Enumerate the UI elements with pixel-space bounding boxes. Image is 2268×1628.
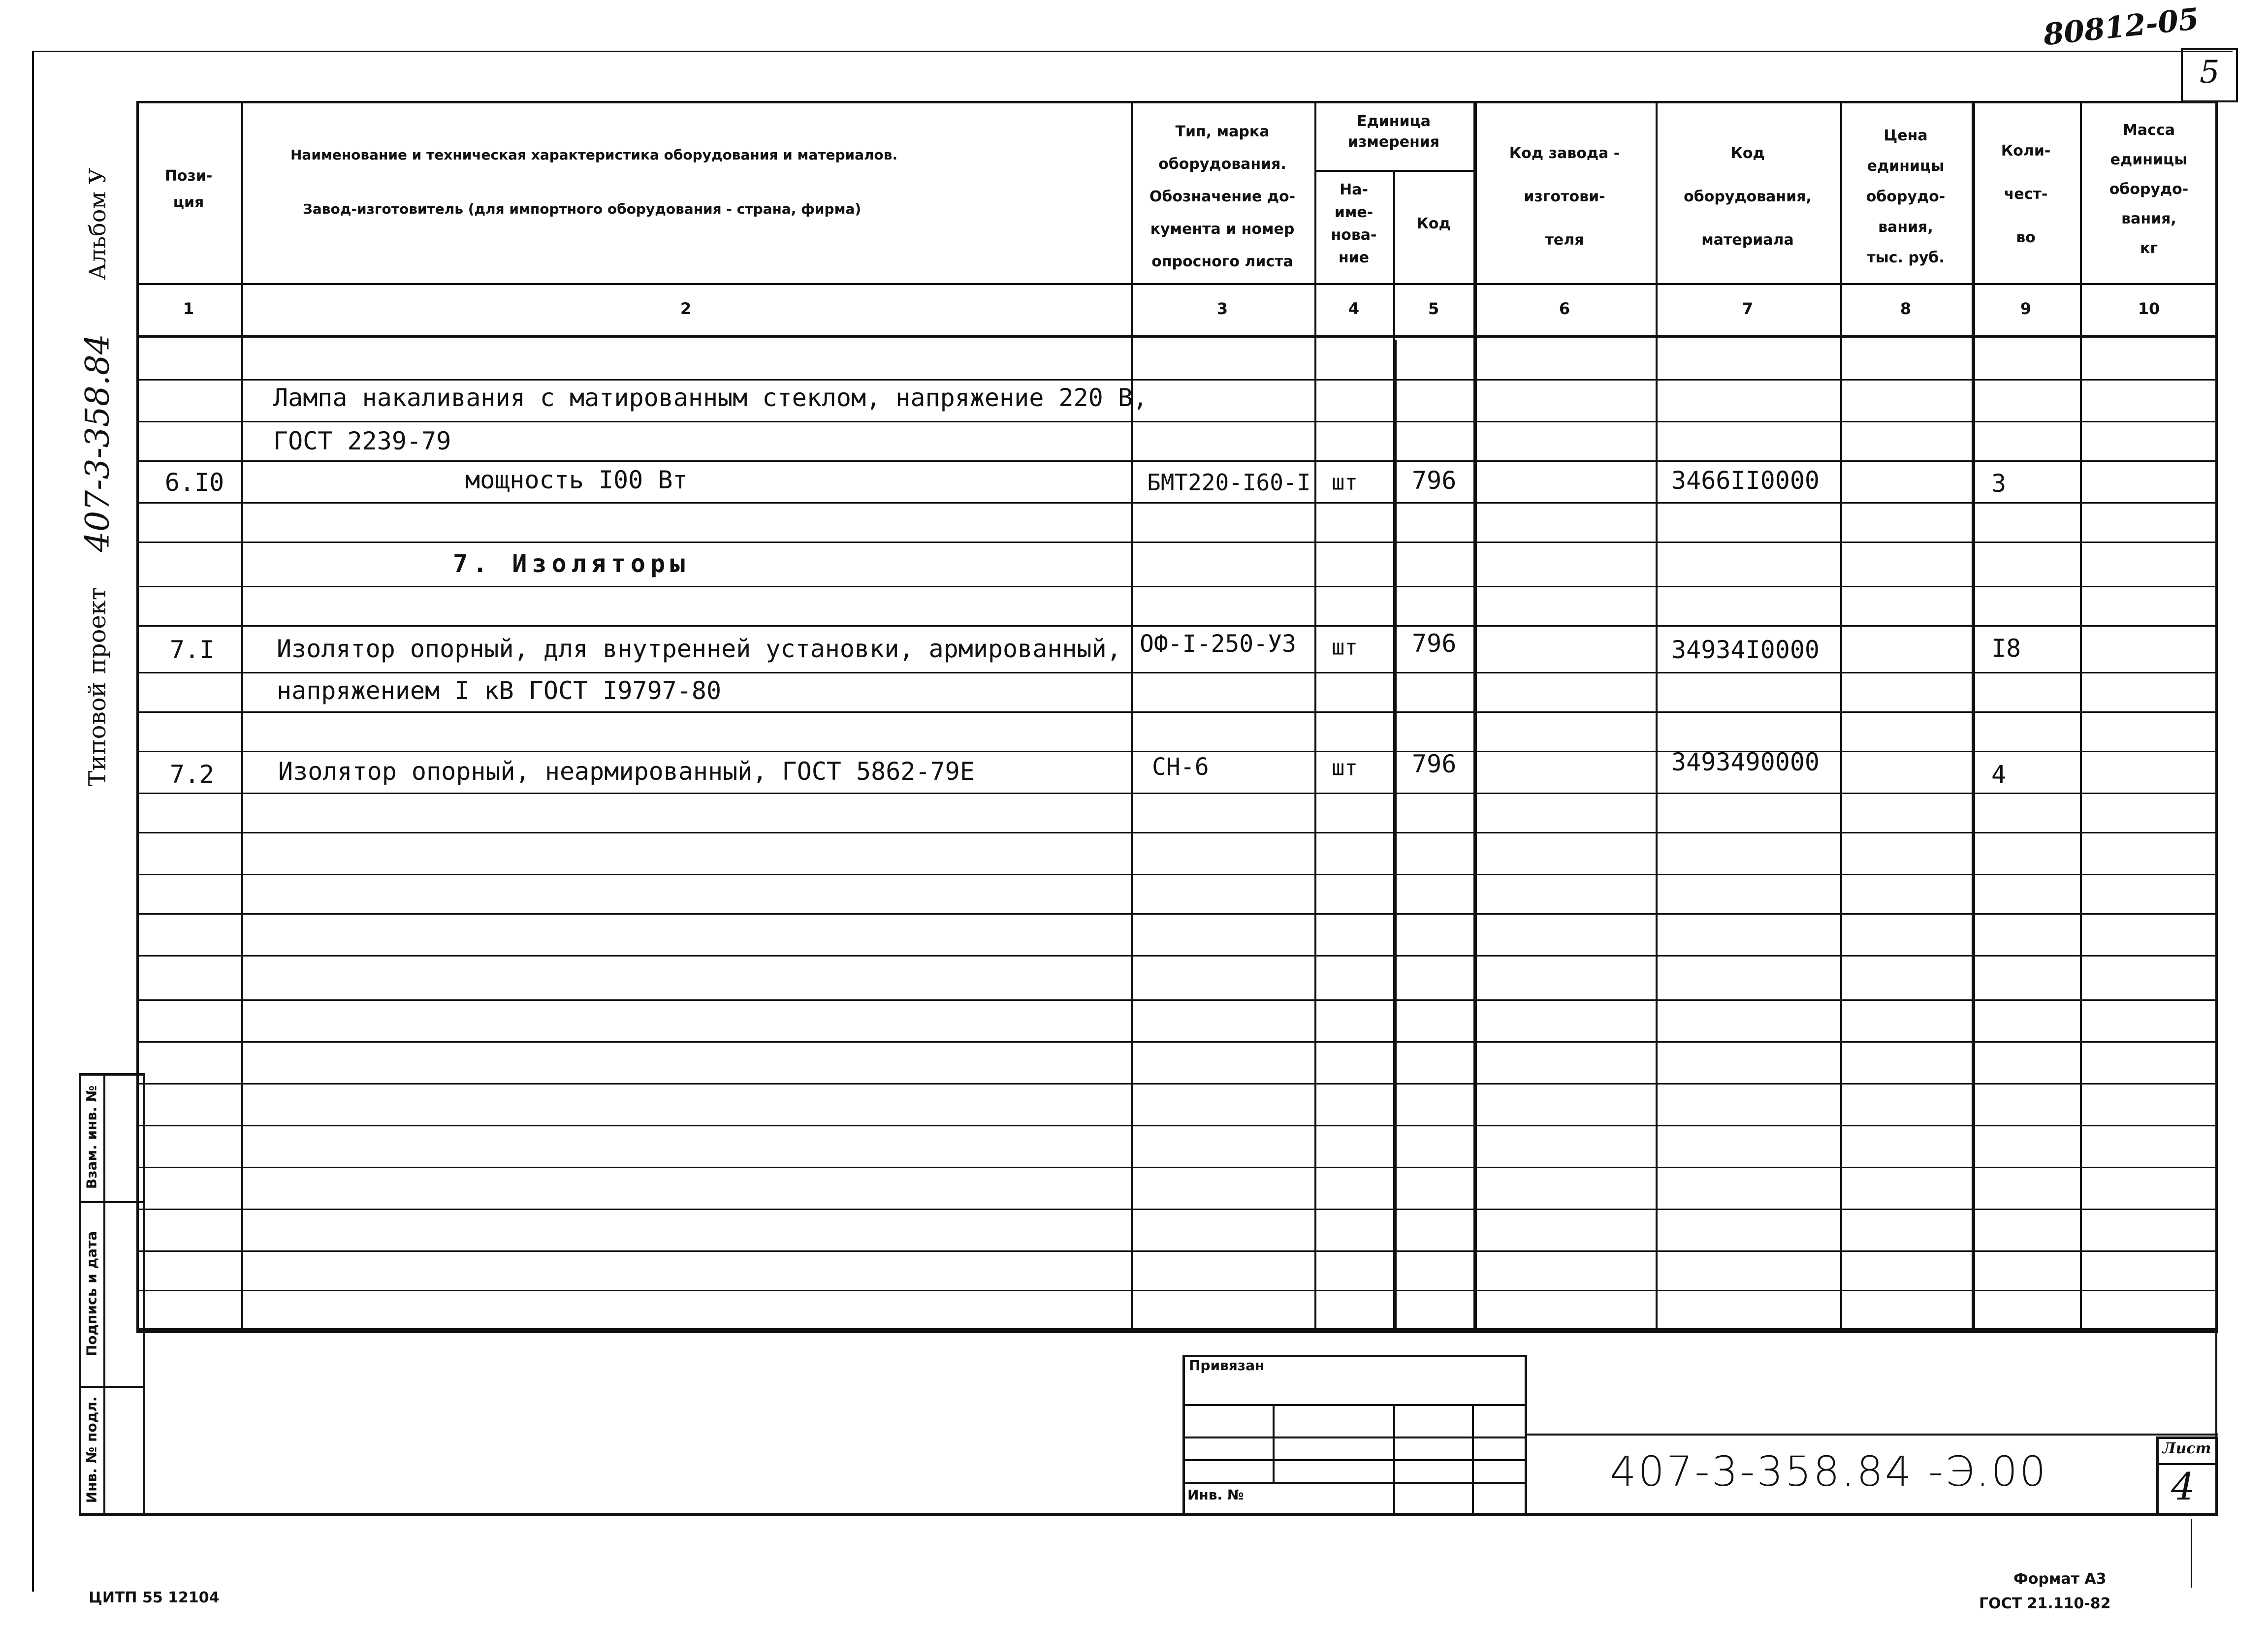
table-row-line [136,999,2218,1001]
document-code: 407-3-358.84 -Э.00 [1610,1447,2048,1496]
col-number-5: 5 [1428,299,1439,318]
header-bottom-line [136,283,2218,285]
row-7-2-unit-code: 796 [1412,750,1457,778]
col-line-5 [1393,340,1397,1331]
side-stamp-inner-line [103,1073,105,1515]
table-row-line [136,625,2218,627]
col-line-3 [1314,101,1316,1331]
side-stamp-divider-1 [79,1201,145,1203]
col-line-10 [2080,101,2082,1331]
sheet-label: Лист [2163,1440,2211,1457]
binding-stamp-line-3 [1182,1459,1527,1461]
header-unit-code: Код [1416,215,1451,232]
section-heading-insulators: 7. Изоляторы [453,549,690,578]
table-bottom-line [136,1331,2218,1333]
row-7-2-equipment-code: 3493490000 [1671,748,1820,776]
row-7-1-position: 7.I [169,636,215,664]
side-stamp-podpis-data: Подпись и дата [83,1231,100,1357]
table-row-line [136,1250,2218,1252]
binding-stamp-col-3 [1472,1404,1474,1515]
numbers-bottom-line [136,335,2218,338]
binding-stamp-col-1 [1273,1404,1275,1482]
table-row-line [136,751,2218,752]
table-row-line [136,1209,2218,1210]
table-row-line [136,379,2218,381]
col-line-2 [1131,101,1133,1331]
col-line-8 [1840,101,1842,1331]
side-stamp-vzam-inv: Взам. инв. № [83,1085,100,1189]
table-row-line [136,542,2218,543]
side-stamp-divider-2 [79,1386,145,1388]
col-line-1 [241,101,243,1331]
binding-stamp-line-1 [1182,1404,1527,1406]
col-line-9 [1972,101,1975,1331]
outer-frame-top [32,51,2233,52]
table-row-line [136,1290,2218,1291]
binding-stamp-line-4 [1182,1482,1527,1484]
row-6-10-type: БМТ220-I60-I [1147,469,1311,496]
binding-stamp-inv-no: Инв. № [1187,1487,1244,1503]
table-row-line [136,874,2218,875]
col-line-7 [1656,101,1658,1331]
table-row-line [136,1041,2218,1043]
project-type-label: Типовой проект [84,587,111,787]
col-number-8: 8 [1900,299,1912,318]
table-row-line [136,711,2218,713]
col-number-7: 7 [1742,299,1754,318]
unit-group-divider [1314,170,1473,172]
row-7-1-equipment-code: 34934I0000 [1671,636,1820,664]
table-row-line [136,1125,2218,1126]
side-stamp-inv-podl: Инв. № подл. [83,1396,100,1503]
footer-right-tick [2191,1519,2192,1588]
table-row-line [136,955,2218,957]
row-7-1-name-line2: напряжением I кВ ГОСТ I9797-80 [277,676,722,705]
binding-stamp-line-2 [1182,1436,1527,1438]
archive-stamp: 80812-05 [2042,1,2201,53]
row-7-2-unit: шт [1332,755,1358,781]
header-name: Наименование и техническая характеристика оборудования и материалов. Завод-изготовитель (для импортного оборудования - страна, фирма) [290,147,898,217]
outer-frame-left [32,51,34,1592]
row-7-2-name: Изолятор опорный, неармированный, ГОСТ 5862-79Е [278,757,975,786]
header-unit-group: Единица измерения [1347,113,1440,151]
row-7-1-name: Изолятор опорный, для внутренней установки, армированный, [277,635,1121,663]
row-6-10-unit: шт [1332,470,1358,495]
sheet-corner-number: 5 [2200,54,2220,91]
binding-stamp-title: Привязан [1189,1357,1265,1373]
header-unit-name: На- име- нова- ние [1331,181,1377,266]
row-6-10-equipment-code: 3466II0000 [1671,466,1820,495]
binding-stamp-col-2 [1393,1404,1395,1515]
row-7-1-unit: шт [1332,635,1358,660]
row-7-1-quantity: I8 [1991,634,2021,663]
table-row-line [136,460,2218,462]
row-6-10-name: мощность I00 Вт [465,466,688,494]
spec-table [136,101,2218,1331]
col-number-2: 2 [680,299,692,318]
table-row-line [136,502,2218,504]
header-position: Пози- ция [164,167,213,211]
header-equipment-code: Код оборудования, материала [1684,145,1812,249]
table-row-line [136,672,2218,673]
lower-frame-bottom [79,1513,2218,1516]
row-7-1-type: ОФ-I-250-УЗ [1140,630,1296,658]
table-row-line [136,421,2218,422]
album-label: Альбом У [84,167,111,281]
col-number-9: 9 [2020,299,2032,318]
table-row-line [136,1167,2218,1168]
table-row-line [136,832,2218,833]
project-number-vertical: 407-3-358.84 [78,334,117,552]
col-number-1: 1 [183,299,194,318]
col-number-4: 4 [1348,299,1360,318]
row-7-1-unit-code: 796 [1412,629,1457,658]
header-type: Тип, марка оборудования. Обозначение до- кумента и номер опросного листа [1149,123,1296,270]
row-7-2-type: СН-6 [1152,753,1209,781]
col-number-10: 10 [2138,299,2160,318]
col-line-6 [1473,101,1477,1331]
table-row-line [136,913,2218,915]
table-row-line [136,793,2218,794]
header-quantity: Коли- чест- во [2001,142,2051,246]
sheet-number: 4 [2171,1465,2195,1508]
header-price: Цена единицы оборудо- вания, тыс. руб. [1866,127,1946,266]
header-factory-code: Код завода - изготови- теля [1509,145,1620,249]
row-6-10-position: 6.I0 [164,468,224,497]
header-mass: Масса единицы оборудо- вания, кг [2109,122,2189,257]
footer-gost: ГОСТ 21.110-82 [1979,1595,2111,1612]
col-number-6: 6 [1559,299,1570,318]
title-block-top [1527,1434,2218,1436]
footer-format: Формат А3 [2013,1570,2107,1588]
lamp-description-line1: Лампа накаливания с матированным стеклом, напряжение 220 В, [273,383,1148,412]
lamp-description-line2: ГОСТ 2239-79 [273,427,451,455]
col-number-3: 3 [1216,299,1228,318]
table-row-line [136,586,2218,587]
row-7-2-quantity: 4 [1991,760,2007,789]
row-6-10-quantity: 3 [1991,469,2007,498]
table-row-line [136,1083,2218,1085]
row-7-2-position: 7.2 [169,760,215,789]
row-6-10-unit-code: 796 [1412,466,1457,495]
footer-print-code: ЦИТП 55 12104 [89,1589,220,1606]
